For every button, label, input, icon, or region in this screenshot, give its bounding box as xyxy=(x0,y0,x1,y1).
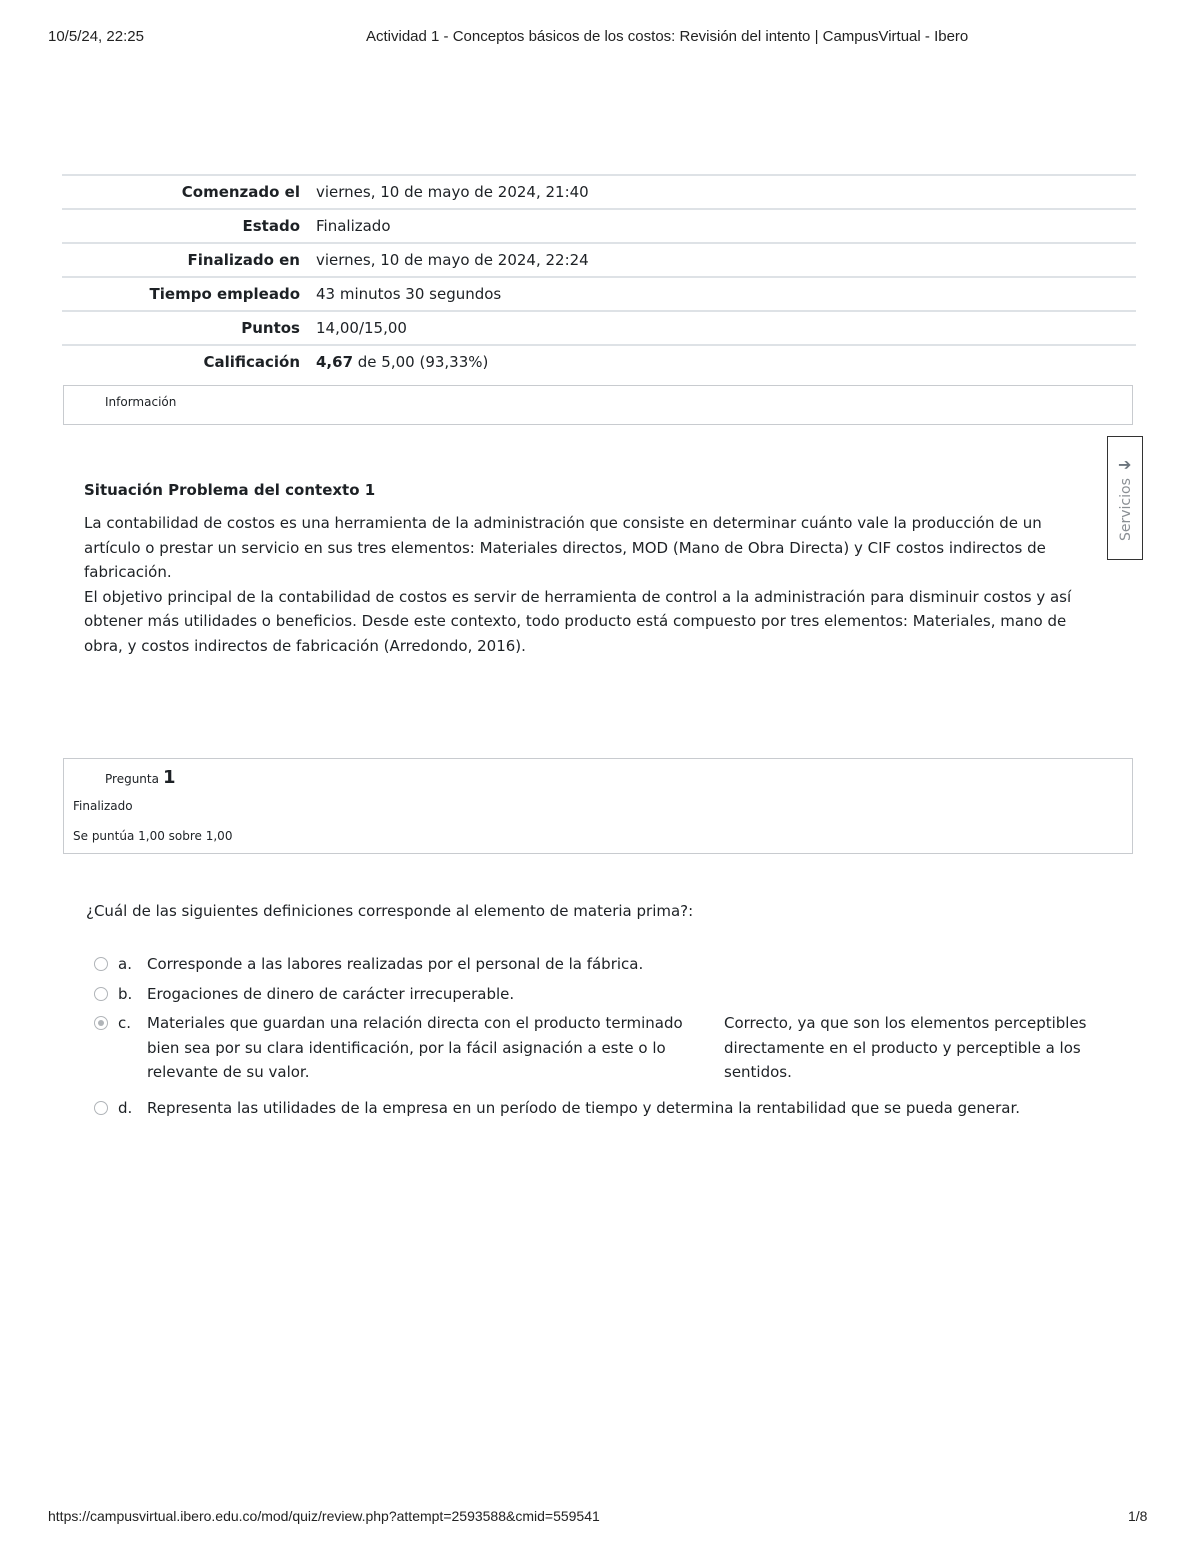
summary-label: Finalizado en xyxy=(187,251,300,269)
radio-button-selected[interactable] xyxy=(94,1016,108,1030)
radio-button[interactable] xyxy=(94,957,108,971)
summary-label: Puntos xyxy=(241,319,300,337)
answer-letter: d. xyxy=(118,1098,133,1117)
question-grade: Se puntúa 1,00 sobre 1,00 xyxy=(73,829,233,843)
radio-button[interactable] xyxy=(94,987,108,1001)
answer-text: Corresponde a las labores realizadas por el personal de la fábrica. xyxy=(147,955,644,973)
context-paragraph: La contabilidad de costos es una herramienta de la administración que consiste en determinar cuánto vale la producción de un artículo o prestar un servicio en sus tres elementos: Materiales directos, MOD (Mano de Obra Directa) y CIF costos indirectos de fabricación. xyxy=(84,514,1046,581)
summary-label: Comenzado el xyxy=(181,183,300,201)
summary-row xyxy=(62,209,1136,243)
arrow-right-icon: ➔ xyxy=(1118,455,1132,474)
radio-button[interactable] xyxy=(94,1101,108,1115)
summary-row xyxy=(62,243,1136,277)
print-page-title: Actividad 1 - Conceptos básicos de los costos: Revisión del intento | CampusVirtual - Ibero xyxy=(366,28,969,45)
grade-value: 4,67 xyxy=(316,353,354,371)
print-header xyxy=(0,28,1200,48)
print-url: https://campusvirtual.ibero.edu.co/mod/quiz/review.php?attempt=2593588&cmid=559541 xyxy=(48,1508,600,1524)
info-label: Información xyxy=(105,395,177,409)
answer-option-d[interactable] xyxy=(94,1096,1104,1121)
answer-feedback: Correcto, ya que son los elementos perceptibles directamente en el producto y perceptible a los sentidos. xyxy=(724,1014,1087,1081)
summary-row xyxy=(62,175,1136,209)
services-tab-button[interactable] xyxy=(1107,436,1143,560)
summary-row xyxy=(62,345,1136,378)
question-state: Finalizado xyxy=(73,799,133,813)
summary-value: viernes, 10 de mayo de 2024, 22:24 xyxy=(316,251,589,269)
summary-value: 43 minutos 30 segundos xyxy=(316,285,502,303)
summary-label: Estado xyxy=(242,217,300,235)
print-page-number: 1/8 xyxy=(1128,1508,1148,1524)
services-label: Servicios xyxy=(1118,478,1134,541)
summary-row xyxy=(62,311,1136,345)
answer-option-c[interactable] xyxy=(94,1011,1104,1085)
summary-label: Calificación xyxy=(203,353,300,371)
question-label: Pregunta xyxy=(105,772,159,786)
summary-label: Tiempo empleado xyxy=(149,285,300,303)
answer-text: Representa las utilidades de la empresa en un período de tiempo y determina la rentabilidad que se pueda generar. xyxy=(147,1098,1021,1117)
question-number-value: 1 xyxy=(162,767,176,788)
answer-letter: a. xyxy=(118,955,132,973)
summary-value: viernes, 10 de mayo de 2024, 21:40 xyxy=(316,183,589,201)
answer-text: Erogaciones de dinero de carácter irrecuperable. xyxy=(147,984,515,1003)
info-box xyxy=(63,385,1133,425)
question-info-box xyxy=(63,758,1133,854)
print-datetime: 10/5/24, 22:25 xyxy=(48,28,144,45)
answer-text: Materiales que guardan una relación directa con el producto terminado bien sea por su clara identificación, por la fácil asignación a este o lo relevante de su valor. xyxy=(147,1014,683,1081)
context-title: Situación Problema del contexto 1 xyxy=(84,481,376,499)
context-section xyxy=(84,478,1100,658)
question-text: ¿Cuál de las siguientes definiciones corresponde al elemento de materia prima?: xyxy=(86,902,694,920)
summary-grade xyxy=(316,345,1136,378)
attempt-summary-table xyxy=(62,174,1136,378)
answer-option-a[interactable] xyxy=(94,952,1104,977)
answer-list xyxy=(94,952,1104,1125)
question-number xyxy=(105,767,176,788)
answer-letter: c. xyxy=(118,1014,132,1032)
summary-row xyxy=(62,277,1136,311)
summary-value: 14,00/15,00 xyxy=(316,319,407,337)
answer-option-b[interactable] xyxy=(94,982,1104,1007)
summary-value: Finalizado xyxy=(316,217,391,235)
context-paragraph: El objetivo principal de la contabilidad de costos es servir de herramienta de control a la administración para disminuir costos y así obtener más utilidades o beneficios. Desde este contexto, todo producto está compuesto por tres elementos: Materiales, mano de obra, y costos indirectos de fabricación (Arredondo, 2016). xyxy=(84,587,1072,655)
answer-letter: b. xyxy=(118,984,133,1003)
grade-rest: de 5,00 (93,33%) xyxy=(353,353,489,371)
